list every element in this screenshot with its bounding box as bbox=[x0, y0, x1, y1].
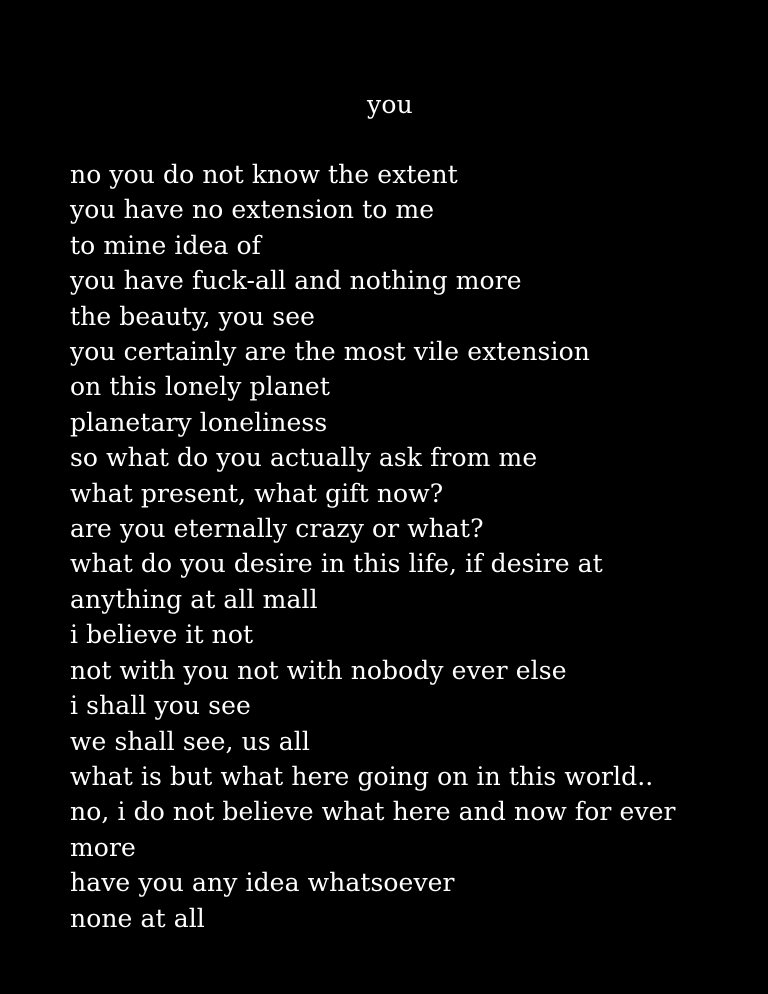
poem-title: you bbox=[367, 90, 413, 119]
poem-line: you have fuck-all and nothing more bbox=[70, 266, 522, 296]
poem-line: you have no extension to me bbox=[70, 195, 435, 225]
poem-line: anything at all mall bbox=[70, 584, 318, 614]
poem-line: are you eternally crazy or what? bbox=[70, 514, 484, 544]
poem-line: what is but what here going on in this world.. bbox=[70, 761, 654, 791]
poem-line: more bbox=[70, 832, 136, 862]
poem-line: no you do not know the extent bbox=[70, 160, 458, 189]
poem-line: no, i do not believe what here and now for ever bbox=[70, 797, 676, 827]
poem-line: i believe it not bbox=[70, 620, 254, 650]
poem-body bbox=[70, 157, 676, 936]
poem-line: not with you not with nobody ever else bbox=[70, 655, 567, 685]
poem-line: the beauty, you see bbox=[70, 301, 315, 331]
poem-line: i shall you see bbox=[70, 691, 251, 721]
poem-line: have you any idea whatsoever bbox=[70, 868, 455, 898]
poem-line: what do you desire in this life, if desire at bbox=[70, 549, 603, 579]
poem-line: we shall see, us all bbox=[70, 726, 311, 756]
poem-line: to mine idea of bbox=[70, 230, 262, 260]
poem-line: you certainly are the most vile extension bbox=[70, 337, 590, 367]
poem-line: so what do you actually ask from me bbox=[70, 443, 538, 473]
poem-line: planetary loneliness bbox=[70, 407, 328, 437]
poem-line: none at all bbox=[70, 903, 205, 933]
poem-line: on this lonely planet bbox=[70, 372, 330, 402]
poem-line: what present, what gift now? bbox=[70, 478, 444, 508]
